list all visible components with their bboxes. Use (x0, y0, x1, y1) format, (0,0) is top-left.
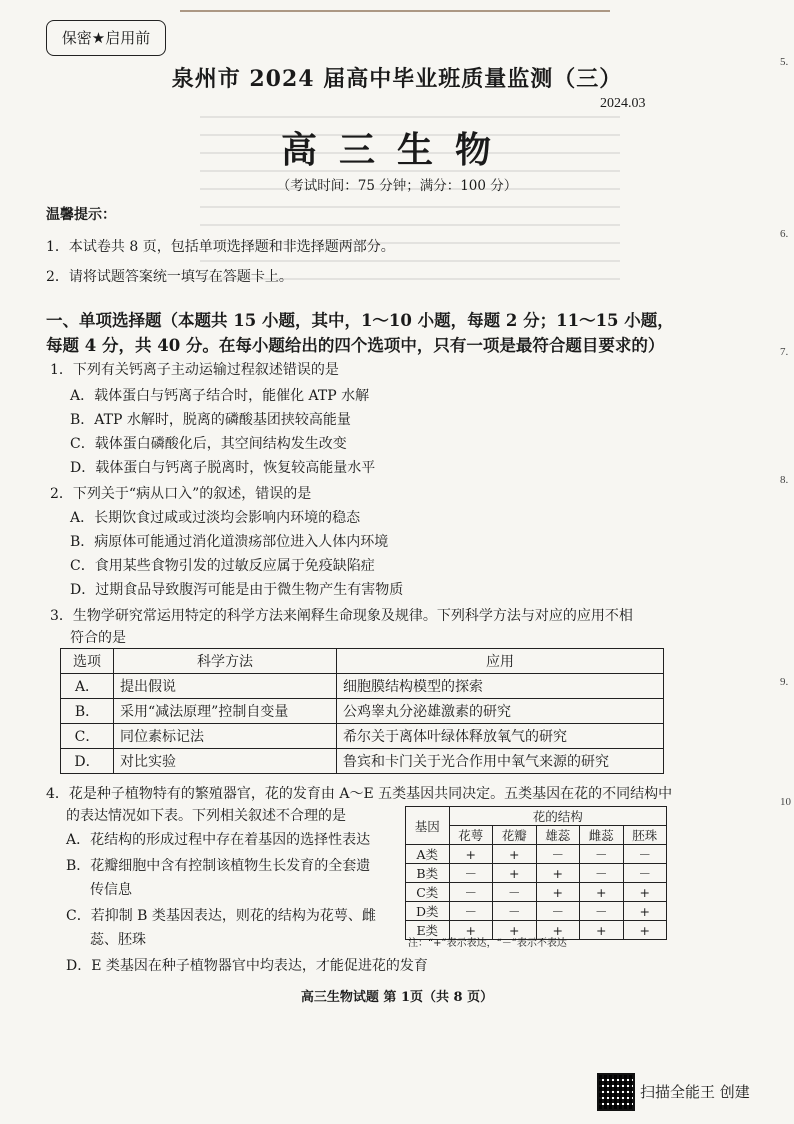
question-option: B．花瓣细胞中含有控制该植物生长发育的全套遗 (66, 858, 371, 874)
question-option: C．载体蛋白磷酸化后，其空间结构发生改变 (70, 436, 347, 452)
table-cell: + (536, 864, 580, 883)
table-cell: － (536, 902, 580, 921)
table-cell: + (623, 883, 667, 902)
table-cell: + (623, 902, 667, 921)
table-cell: － (493, 902, 537, 921)
table-row (406, 902, 667, 921)
question-option: C．若抑制 B 类基因表达，则花的结构为花萼、雌 (66, 908, 376, 924)
question-option-continued: 蕊、胚珠 (90, 932, 146, 948)
question-stem: 的表达情况如下表。下列相关叙述不合理的是 (66, 808, 346, 824)
table-cell: B类 (406, 864, 450, 883)
edge-number: 9. (780, 676, 789, 688)
question-stem: 1．下列有关钙离子主动运输过程叙述错误的是 (50, 362, 339, 378)
question-stem: 符合的是 (70, 630, 126, 646)
table-header-row (406, 807, 667, 826)
edge-number: 10 (780, 796, 791, 808)
table-cell: 鲁宾和卡门关于光合作用中氧气来源的研究 (337, 749, 664, 774)
confidential-stamp: 保密★启用前 (46, 20, 166, 56)
table-cell: B． (61, 699, 114, 724)
table-header: 雄蕊 (536, 826, 580, 845)
question-option: C．食用某些食物引发的过敏反应属于免疫缺陷症 (70, 558, 375, 574)
page-footer: 高三生物试题 第 1页（共 8 页） (300, 990, 494, 1005)
table-cell: 希尔关于离体叶绿体释放氧气的研究 (337, 724, 664, 749)
question-option: A．载体蛋白与钙离子结合时，能催化 ATP 水解 (70, 388, 370, 404)
table-cell: － (580, 902, 624, 921)
table-header: 科学方法 (114, 649, 337, 674)
table-cell: + (536, 921, 580, 940)
table-cell: 对比实验 (114, 749, 337, 774)
table-cell: A． (61, 674, 114, 699)
table-row (406, 883, 667, 902)
table-cell: + (449, 921, 493, 940)
table-cell: + (493, 845, 537, 864)
table-cell: + (449, 845, 493, 864)
table-cell: － (449, 864, 493, 883)
table-cell: － (449, 883, 493, 902)
table-cell: 提出假说 (114, 674, 337, 699)
question-option: A．花结构的形成过程中存在着基因的选择性表达 (66, 832, 371, 848)
edge-number: 5. (780, 56, 789, 68)
table-cell: － (580, 864, 624, 883)
table-cell: 同位素标记法 (114, 724, 337, 749)
table-row (61, 674, 664, 699)
tips-title: 温馨提示： (46, 207, 116, 223)
edge-number: 6. (780, 228, 789, 240)
table-cell: C类 (406, 883, 450, 902)
table-row (61, 699, 664, 724)
question-option: A．长期饮食过咸或过淡均会影响内环境的稳态 (70, 510, 361, 526)
question-option: B．ATP 水解时，脱离的磷酸基团挟较高能量 (70, 412, 351, 428)
question-stem: 3．生物学研究常运用特定的科学方法来阐释生命现象及规律。下列科学方法与对应的应用不相 (50, 608, 633, 624)
table-header: 花萼 (449, 826, 493, 845)
section-heading: 一、单项选择题（本题共 15 小题，其中，1～10 小题，每题 2 分；11～15 小题，每题 4 分，共 40 分。在每小题给出的四个选项中，只有一项是最符合题目要求的） (46, 311, 674, 355)
table-cell: + (623, 921, 667, 940)
table-cell: 细胞膜结构模型的探索 (337, 674, 664, 699)
table-cell: － (449, 902, 493, 921)
edge-number: 8. (780, 474, 789, 486)
question-option: D．E 类基因在种子植物器官中均表达，才能促进花的发育 (66, 958, 428, 974)
question-option: D．过期食品导致腹泻可能是由于微生物产生有害物质 (70, 582, 404, 598)
table-row (61, 724, 664, 749)
table-cell: － (580, 845, 624, 864)
question-option: B．病原体可能通过消化道溃疡部位进入人体内环境 (70, 534, 389, 550)
table-row (406, 864, 667, 883)
table-cell: － (623, 845, 667, 864)
tip-item: 2．请将试题答案统一填写在答题卡上。 (46, 269, 293, 285)
table-cell: － (536, 845, 580, 864)
table-cell: + (536, 883, 580, 902)
exam-date: 2024.03 (600, 96, 646, 111)
table-cell: + (580, 921, 624, 940)
methods-table (60, 648, 664, 774)
table-cell: A类 (406, 845, 450, 864)
table-cell: D类 (406, 902, 450, 921)
tip-item: 1．本试卷共 8 页，包括单项选择题和非选择题两部分。 (46, 239, 395, 255)
table-cell: E类 (406, 921, 450, 940)
table-header: 选项 (61, 649, 114, 674)
table-header-row (61, 649, 664, 674)
exam-info: （考试时间：75 分钟；满分：100 分） (276, 178, 518, 194)
top-rule (180, 0, 610, 12)
table-cell: － (623, 864, 667, 883)
qr-code-icon (597, 1073, 635, 1111)
table-header: 应用 (337, 649, 664, 674)
table-cell: + (493, 921, 537, 940)
table-header: 胚珠 (623, 826, 667, 845)
question-stem: 2．下列关于“病从口入”的叙述，错误的是 (50, 486, 312, 502)
subject-title: 高三生物 (280, 130, 513, 171)
table-group-header: 花的结构 (449, 807, 667, 826)
table-cell: D． (61, 749, 114, 774)
scanner-watermark: 扫描全能王 创建 (640, 1083, 750, 1101)
table-cell: － (493, 883, 537, 902)
table-header: 花瓣 (493, 826, 537, 845)
table-note: 注：“+”表示表达，“－”表示不表达 (408, 938, 567, 949)
table-header: 雌蕊 (580, 826, 624, 845)
table-row (406, 845, 667, 864)
table-cell: C． (61, 724, 114, 749)
question-stem: 4．花是种子植物特有的繁殖器官，花的发育由 A～E 五类基因共同决定。五类基因在花的不同结构中 (46, 786, 673, 802)
table-corner: 基因 (406, 807, 450, 845)
question-option: D．载体蛋白与钙离子脱离时，恢复较高能量水平 (70, 460, 376, 476)
table-cell: + (493, 864, 537, 883)
edge-number: 7. (780, 346, 789, 358)
exam-title: 泉州市 2024 届高中毕业班质量监测（三） (171, 66, 623, 92)
table-cell: 采用“减法原理”控制自变量 (114, 699, 337, 724)
question-option-continued: 传信息 (90, 882, 132, 898)
table-cell: + (580, 883, 624, 902)
table-cell: 公鸡睾丸分泌雄激素的研究 (337, 699, 664, 724)
gene-expression-table (405, 806, 667, 940)
table-row (61, 749, 664, 774)
